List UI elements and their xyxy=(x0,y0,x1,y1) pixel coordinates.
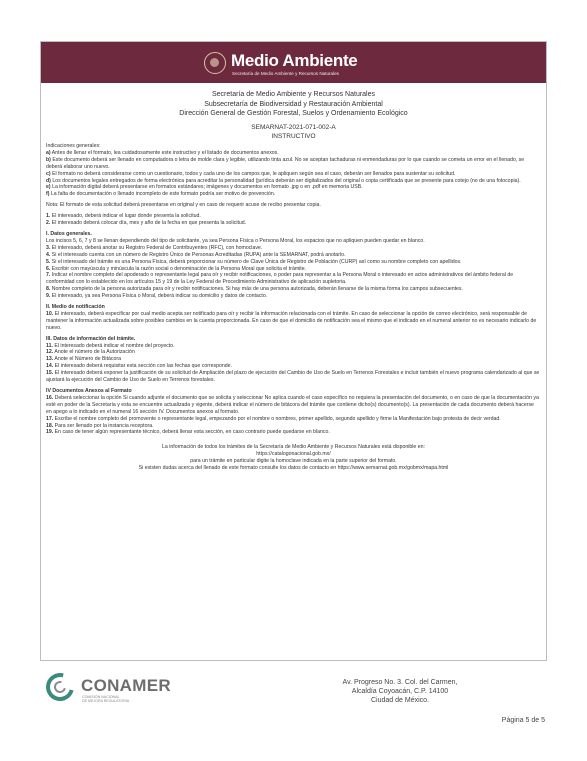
address-line-2: Alcaldía Coyoacán, C.P. 14100 xyxy=(351,688,449,695)
section-1-item: 6. Escribir con mayúscula y minúscula la razón social o denominación de la Persona Moral que solicita el trámite. xyxy=(46,265,307,272)
footer-address xyxy=(330,678,470,705)
instructions-body xyxy=(46,143,541,472)
section-3-item: 13. Anote el Número de Bitácora xyxy=(46,356,121,363)
section-1-item: 5. Si el interesado del trámite es una Persona Física, deberá proporcionar su número de Clave Única de Registro de Población (CURP) así como su nombre completo con apellidos. xyxy=(46,258,462,265)
contact-info-line[interactable]: Si existen dudas acerca del llenado de este formato consulte los datos de contacto en https://www.semarnat.gob.mx/gobmx/mapa.html xyxy=(138,465,449,472)
section-1-intro: Los incisos 5, 6, 7 y 8 se llenan dependiendo del tipo de solicitante, ya sea Persona Física o Persona Moral, los espacios que no apliquen pueden quedar en blanco. xyxy=(46,237,425,244)
section-3-heading: III. Datos de información del trámite. xyxy=(46,335,136,342)
document-id: SEMARNAT-2021-071-002-A xyxy=(251,124,336,131)
agency-line-1: Secretaría de Medio Ambiente y Recursos Naturales xyxy=(211,91,376,98)
section-2-heading: II. Medio de notificación xyxy=(46,304,105,311)
agency-header xyxy=(41,90,546,119)
conamer-subtitle: COMISIÓN NACIONAL DE MEJORA REGULATORIA xyxy=(82,695,130,704)
brand-subtitle: Secretaría de Medio Ambiente y Recursos Naturales xyxy=(232,71,339,76)
info-line: La información de todos los trámites de la Secretaría de Medio Ambiente y Recursos Naturales está disponible en: xyxy=(162,444,425,451)
government-seal-icon xyxy=(204,52,226,74)
info-line: para un trámite en particular digite la homoclave indicada en la parte superior del formato. xyxy=(190,458,397,465)
conamer-name: CONAMER xyxy=(81,676,171,695)
intro-item: 2. El interesado deberá colocar día, mes y año de la fecha en que presenta la solicitud. xyxy=(46,220,247,227)
section-title: INSTRUCTIVO xyxy=(271,133,316,140)
general-item: f) La falta de documentación o llenado incompleto de este formato podría ser motivo de prevención. xyxy=(46,191,276,198)
section-3-item: 14. El interesado deberá requisitar esta sección con las fechas que corresponde. xyxy=(46,363,233,370)
section-1-item: 9. El interesado, ya sea Persona Física o Moral, deberá indicar su domicilio y datos de contacto. xyxy=(46,293,268,300)
section-4-item: 17. Escribe el nombre completo del promovente o representante legal, empezando por el nombre o nombres, primer apellido, segundo apellido y firme la Manifestación bajo protesta de decir verdad. xyxy=(46,415,501,422)
section-1-item: 8. Nombre completo de la persona autorizada para oír y recibir notificaciones. Si hay más de una persona autorizada, deberán llenarse de la misma forma los campos subsecuentes. xyxy=(46,286,463,293)
general-item: b) Este documento deberá ser llenado en computadora o letra de molde clara y legible, utilizando tinta azul. No se aceptan tachaduras ni enmendaduras por lo que cuando se cometa un error en el llenado, se deberá elaborar uno nuevo. xyxy=(46,156,525,170)
intro-item: 1. El interesado, deberá indicar el lugar donde presenta la solicitud. xyxy=(46,213,201,220)
general-note: Nota: El formato de esta solicitud deberá presentarse en original y en caso de requerir acuse de recibo presentar copia. xyxy=(46,202,321,209)
section-1-item: 7. Indicar el nombre completo del apoderado o representante legal para oír y recibir notificaciones, o poder para representar a la Persona Moral o interesado en actos administrativos del ámbito federal de conformidad con lo establecido en los artículos 15 y 19 de la Ley Federal de Procedimiento Administrativo de aplicación supletoria. xyxy=(46,272,514,286)
page-number: Página 5 de 5 xyxy=(501,717,545,724)
header-banner xyxy=(41,42,546,83)
section-1-heading: I. Datos generales. xyxy=(46,230,92,237)
form-frame xyxy=(40,41,547,661)
address-line-1: Av. Progreso No. 3. Col. del Carmen, xyxy=(342,679,458,686)
section-1-item: 3. El interesado, deberá anotar su Registro Federal de Contribuyentes (RFC), con homoclave. xyxy=(46,244,263,251)
general-item: c) El formato no deberá considerarse como un cuestionario, todos y cada uno de los campos que, le apliquen según sea el caso, deberán ser llenados para sustentar su solicitud. xyxy=(46,170,456,177)
address-line-3: Ciudad de México. xyxy=(371,697,429,704)
section-4-item: 18. Para ser llenado por la instancia receptora. xyxy=(46,422,154,429)
section-3-item: 12. Anote el número de la Autorización xyxy=(46,349,135,356)
section-4-heading: IV Documentos Anexos al Formato xyxy=(46,388,132,394)
general-item: d) Los documentos legales entregados de forma electrónica para acreditar la personalidad (jurídica deberán ser digitalizados del original o copia certificada que se presente para cotejo (no de una fotocopia). xyxy=(46,177,521,184)
general-item: e) La información digital deberá presentarse en formatos estándares; imágenes y documentos en formato .jpg o en .pdf en memoria USB. xyxy=(46,184,363,191)
section-2-item: 10. El interesado, deberá especificar por cual medio acepta ser notificado para oír y recibir la información relacionada con el trámite. En caso de seleccionar la opción de correo electrónico, será responsable de mantener la información actualizada sobre posibles cambios en la cuenta proporcionada. En caso de que el domicilio de notificación sea el mismo que el indicado en el numeral anterior no es necesario indicarlo de nuevo. xyxy=(46,310,537,331)
section-1-item: 4. Si el interesado cuenta con un número de Registro Único de Personas Acreditadas (RUPA) ante la SEMARNAT, podrá anotarlo. xyxy=(46,251,346,258)
section-3-item: 11. El interesado deberá indicar el nombre del proyecto. xyxy=(46,342,175,349)
catalog-link[interactable]: https://catalogonacional.gob.mx/ xyxy=(256,451,331,458)
agency-line-3: Dirección General de Gestión Forestal, Suelos y Ordenamiento Ecológico xyxy=(179,110,408,117)
section-4-item: 16. Deberá seleccionar la opción Si cuando adjunte el documento que se solicita y seleccionar No aplica cuando el caso específico no requiera la presentación del documento, o en caso de que la documentación ya esté en poder de la Secretaría y esta se encuentre actualizada y vigente, deberá indicar el número de bitácora del trámite que contiene dicho(s) documento(s). La presentación de cada documento deberá hacerse en apego a lo indicado en el numeral 16 sección IV. Documentos anexos al formato. xyxy=(46,394,539,415)
brand-title: Medio Ambiente xyxy=(231,51,358,70)
general-item: a) Antes de llenar el formato, lea cuidadosamente este instructivo y el listado de documentos anexos. xyxy=(46,149,279,156)
general-heading: Indicaciones generales: xyxy=(46,143,101,149)
agency-line-2: Subsecretaría de Biodiversidad y Restauración Ambiental xyxy=(204,100,383,108)
section-3-item: 15. El interesado deberá exponer la justificación de su solicitud de Ampliación del plazo de ejecución del Cambio de Uso de Suelo en Terrenos Forestales e incluir también el nuevo programa calendarizado al que se ajustará la ejecución del Cambio de Uso de Suelo en Terrenos forestales. xyxy=(46,370,540,384)
section-4-item: 19. En caso de tener algún representante técnico, deberá llenar esta sección, en caso contrario puede quedarse en blanco. xyxy=(46,429,330,436)
